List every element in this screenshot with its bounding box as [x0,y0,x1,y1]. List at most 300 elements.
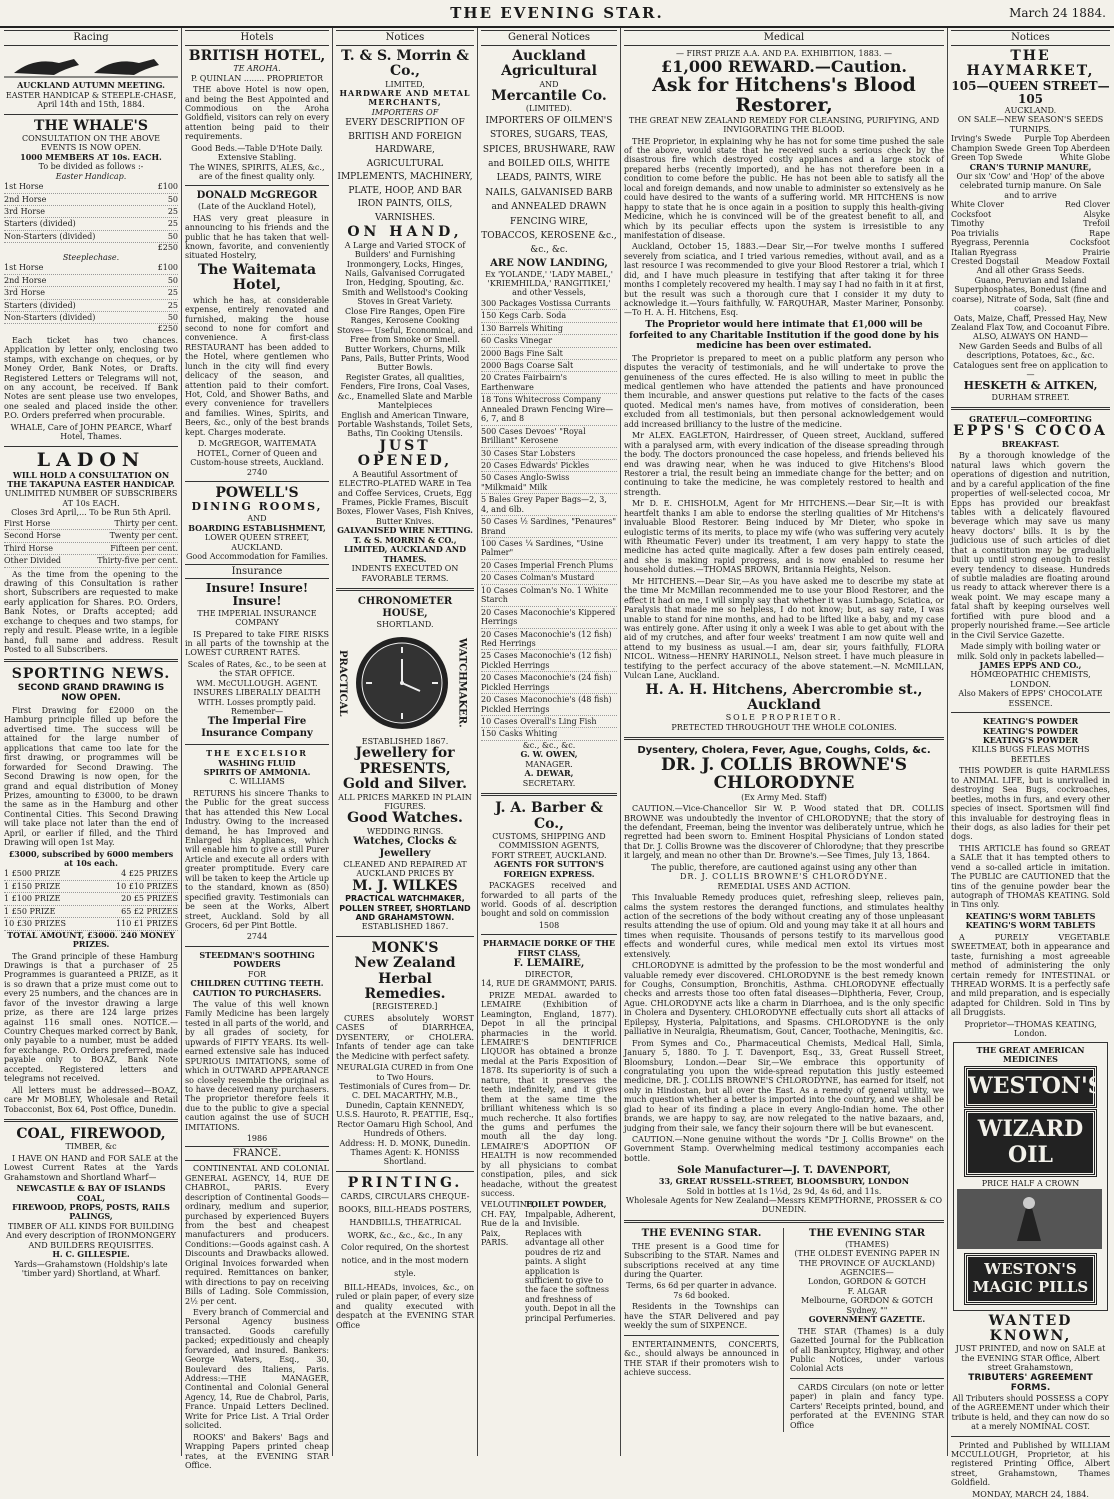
coal-list: NEWCASTLE & BAY OF ISLANDS COAL, [16,1183,166,1203]
star-thames [790,1228,944,1432]
rooks-text: ROOKS' and Bakers' Bags and Wrapping Papers printed cheap rates, at the EVENING STAR Office. [185,1432,329,1470]
column-rule [620,28,621,1456]
imperial-title: The Imperial Fire Insurance Company [201,716,313,740]
monk-testimonials: Testimonials of Cures from— Dr. C. DEL MACARTHY, M.B., Dunedin, Captain KENNEDY, U.S.S. Hauroto, R. PEATTIE, Esq., Rector Oamaru High School, And Hundreds of Others. [336,1081,474,1139]
notices-column [336,28,474,1456]
easter-prize-row-cell: 1st Horse [4,182,44,192]
hitchens-text-4: Mr ALEX. EAGLETON, Hairdresser, of Queen street, Auckland, suffered with a paralysed arm, with every indication of the disease spreading through the body. The doctors pronounced the case hopeless, and friends believed his end was drawing near, when he was induced to give Hitchens's Blood Restorer a trial, the result being an immediate change for the better; and on continuing to take the medicine, he was completely restored to health and strength. [624,431,944,497]
wilkes-subtitle: PRACTICAL WATCHMAKER, POLLEN STREET, SHORTLAND AND GRAHAMSTOWN. [339,894,471,923]
drawing-prize-row-cell: 20 £5 PRIZES [121,894,178,904]
sporting-news-title: SPORTING NEWS. [11,666,171,683]
excelsior-number: 2744 [246,932,268,942]
insurance-text: IS Prepared to take FIRE RISKS in all parts of the township at the LOWEST CURRENT RATES. [185,629,329,658]
ch-fay: CH. FAY, [481,1209,517,1219]
toilet-powder-block [481,1200,617,1323]
waitemata-number: 2740 [246,467,268,477]
steedman-caution: CAUTION TO PURCHASERS. [192,987,322,998]
easter-prize-row [4,218,178,230]
lemaire-address: 14, RUE DE GRAMMONT, PARIS. [481,979,617,989]
seeds-heading: ON SALE—NEW SEASON'S SEEDS [957,115,1104,125]
worm-text: A PURELY VEGETABLE SWEETMEAT, both in appearance and taste, furnishing a most agreeable method of administering the only certain remedy for INTESTINAL or THREAD WORMS. It is a perfectly safe and mild preparation, and is especially adapted for Children. Sold in Tins by all Druggists. [951,932,1110,1018]
amc-dewar: A. DEWAR, [524,768,574,779]
lemaire-text: PRIZE MEDAL awarded to LEMAIRE (Exhibition of Leamington, England, 1877). Depot in all the principal pharmacies in the world. LEMAIRE'S DENTIFRICE LIQUOR has obtained a bronze medal at the Paris Exposition of 1878. Its superiority is of such a nature, that it preserves the teeth indefinitely, and it gives them at the same time the brilliant whiteness which is so much recherche. It also fortifies the gums and perfumes the mouth all the day long. LEMAIRE'S ADOPTION OF HEALTH is now recommended by all physicians to combat constipation, piles, and sick headache, without the greatest success. [481,990,617,1198]
grass-row [951,248,1110,257]
amc-title-1: Auckland Agricultural [501,47,597,80]
hitchens-text-1: THE Proprietor, in explaining why he has not for some time pushed the sale of the above, would state that he received such a serious check by the disastrous fire which destroyed costly appliances and a large stock of prepared herbs (recently imported), and he has not therefore been in a condition to come before the public. He has not been able to satisfy all the local and foreign demands, and now unable to administer so extensively as he could have desired to the wants of a suffering world. MR HITCHENS is now happy to state that he is once again in a position to supply this health-giving Medicine, which he is convinced will be of the greatest benefit to all, and which by its peculiar effects upon the system is irresistible to any manifestation of disease. [624,136,944,240]
keating-powder-3: KEATING'S POWDER [982,735,1079,745]
easter-heading: Easter Handicap. [55,171,127,181]
column-rule [181,28,182,1456]
billheads-text: BILL-HEADs, invoices, &c., on ruled or plain paper, of every size and quality executed with despatch at the EVENING STAR Office [336,1282,474,1330]
collis-sold: Sold in bottles at 1s 1½d, 2s 9d, 4s 6d, and 11s. [686,1186,882,1196]
section-header-racing: Racing [4,30,178,46]
goods-item: 20 Cases Maconochie's Kippered Herrings [481,607,617,629]
drawing-prize-row-cell: 65 £2 PRIZES [121,906,178,916]
morrin-butter: Butter Workers, Churns, Milk Pans, Pails, Butter Prints, Wood Butter Bowls. [340,344,470,373]
star-terms: Terms, 6s 6d per quarter in advance. 7s 6d booked. [626,1281,777,1300]
keating-powder-1: KEATING'S POWDER [982,716,1079,727]
easter-prize-row [4,181,178,193]
insurance-remember: Remember— [230,707,284,717]
easter-prize-row [4,206,178,218]
british-hotel-wines: The WINES, SPIRITS, ALES, &c., are of the finest quality only. [189,162,325,181]
amc-landing: ARE NOW LANDING, [490,257,608,269]
goods-item: 10 Cases Overall's Ling Fish [481,716,617,728]
wizard-price: PRICE HALF A CROWN [981,1179,1080,1189]
racing-column [4,28,178,1456]
ladon-prize-row [4,555,178,567]
star-entertain: ENTERTAINMENTS, CONCERTS, &c., should always be announced in THE STAR if their promoters wish to achieve success. [624,1339,779,1377]
grass-row-cell: Rape [1089,228,1110,238]
goods-item: 20 Cases Colman's Mustard [481,572,617,584]
timber-title: TIMBER, &c [65,1142,117,1152]
goods-item: 5 Bales Grey Paper Bags—2, 3, 4, and 6lb. [481,494,617,516]
easter-total-row [4,243,178,252]
steeple-prize-list [4,262,178,324]
grass-row-cell: Red Clover [1065,200,1110,210]
drawing-prize-row [4,918,178,930]
haymarket-city: AUCKLAND. [1004,105,1057,115]
steeple-prize-row [4,262,178,274]
hitchens-first-prize: — FIRST PRIZE A.A. AND P.A. EXHIBITION, 1883. — [675,48,892,58]
star-algar: F. ALGAR [847,1286,887,1296]
star-melbourne: Melbourne, GORDON & GOTCH [801,1296,933,1306]
drawing-prize-row-cell: 1 £150 PRIZE [4,881,61,891]
morrin-tinware: English and American Tinware, Portable Washstands, Toilet Sets, Baths, Tin Cooking Utensils. [337,410,473,439]
wanted-title: WANTED KNOWN, [988,1312,1073,1344]
collis-staff: (Ex Army Med. Staff) [741,792,827,802]
star-notices [624,1228,944,1432]
easter-total: £250 [157,243,178,253]
easter-prize-list [4,181,178,243]
collis-address: 33, GREAT RUSSELL-STREET, BLOOMSBURY, LONDON [658,1176,910,1187]
whale-title: THE WHALE'S [34,117,148,134]
whale-members: 1000 MEMBERS AT 10s. EACH. [20,151,162,162]
morrin-importers: IMPORTERS OF [371,107,439,117]
seed-row-cell: Green Top Aberdeen [1026,143,1110,153]
drawing-prize-row-cell: 10 £30 PRIZES [4,919,66,929]
whale-divided: To be divided as follows :- [38,162,144,172]
gillespie-address: Yards—Grahamstown (Holdship's late 'timber yard) Shortland, at Wharf. [14,1259,168,1279]
drawing-prize-row-cell: 1 £500 PRIZE [4,869,61,879]
toilet-powder-title: TOILET POWDER, [525,1199,607,1210]
hitchens-proprietor: SOLE PROPRIETOR. [725,713,843,723]
collis-agents: Wholesale Agents for New Zealand—Messrs KEMPTHORNE, PROSSER & CO DUNEDIN. [625,1196,943,1215]
epps-also: Also Makers of EPPS' CHOCOLATE ESSENCE. [958,689,1103,708]
toilet-left [481,1200,536,1323]
steeple-prize-row-cell: 2nd Horse [4,275,47,285]
whale-address: WHALE, Care of JOHN PEARCE, Wharf Hotel, Thames. [10,422,172,442]
excelsior-text: RETURNS his sincere Thanks to the Public for the great success that has attended this New Local Industry. Owing to the increased demand, he has Improved and Enlarged his Appliances, which will enable him to give a still Purer Article and execute all orders with greater promptitude. Every care will be taken to keep the Article up to the standard, known as (850) specified gravity. Testimonials can be seen at the Works, Albert street, Auckland. Sold by all Grocers, 6d per Pint Bottle. [185,788,329,930]
british-hotel-stabling: Extensive Stabling. [217,153,297,163]
keating-powder-2: KEATING'S POWDER [982,725,1079,736]
pocket-watch-icon [352,633,452,733]
donald-subtitle: (Late of the Auckland Hotel), [197,202,317,212]
steeple-prize-row-cell: Starters (divided) [4,300,76,310]
haymarket-title: THE HAYMARKET, [966,47,1095,80]
ladon-prize-row-cell: Twenty per cent. [109,531,178,541]
timber-all: TIMBER OF ALL KINDS FOR BUILDING And every description of IRONMONGERY AND BUILDERS REQUISITES. [6,1221,176,1250]
steedman-number: 1986 [246,1134,268,1144]
morrin-stoves: Smith and Wellstood's Cooking Stoves in Great Variety. [342,287,468,307]
grass-row-cell: Timothy [951,219,985,229]
ladon-prize-row [4,518,178,530]
goods-item: 20 Cases Maconochie's (48 fish) Pickled Herrings [481,694,617,716]
meeting-event: EASTER HANDICAP & STEEPLE-CHASE, [5,90,177,100]
seed-row-cell: Champion Swede [951,143,1022,153]
grass-row [951,229,1110,238]
star-gazette-text: THE STAR (Thames) is a duly Gazetted Journal for the Publication of all Bankruptcy, Highway, and other Public Notices, under various Colonial Acts [790,1326,944,1374]
section-header-general: General Notices [481,30,617,46]
amc-goods-list [481,298,617,741]
manure-title: CRAN'S TURNIP MANURE, [969,161,1092,172]
amc-secretary: SECRETARY. [522,778,576,788]
star-text-2: Residents in the Townships can have the STAR Delivered and pay weekly the sum of SIXPENCE. [624,1302,779,1331]
hitchens-great: THE GREAT NEW ZEALAND REMEDY FOR CLEANSING, PURIFYING, AND INVIGORATING THE BLOOD. [628,115,940,135]
epps-title: EPPS'S COCOA [953,423,1108,440]
printing-title: PRINTING. [347,1174,463,1191]
steeple-prize-row-cell: 1st Horse [4,263,44,273]
goods-item: 300 Packages Vostissa Currants [481,298,617,310]
watch-illustration [336,633,474,733]
british-hotel-proprietor: P. QUINLAN ........ PROPRIETOR [190,73,324,83]
drawing-prize-row-cell: 1 £50 PRIZE [4,906,56,916]
amc-ex: Ex 'YOLANDE,' 'LADY MABEL,' 'KRIEMHILDA,' RANGITIKEI,' and other Vessels, [485,269,613,298]
barber-subtitle: CUSTOMS, SHIPPING AND COMMISSION AGENTS, [492,831,606,851]
grass-row [951,200,1110,209]
ladon-prize-row [4,543,178,555]
gillespie-name: H. C. GILLESPIE. [52,1249,130,1260]
williams-name: C. WILLIAMS [229,777,285,787]
general-notices-column [481,28,617,1456]
grass-seed-list [951,200,1110,266]
meeting-title: AUCKLAND AUTUMN MEETING. [17,80,165,91]
grass-row-cell: Cocksfoot [1069,238,1110,248]
seed-row-cell: Irving's Swede [951,134,1012,144]
paris: PARIS. [481,1238,509,1248]
grass-other: And all other Grass Seeds. [976,266,1085,276]
toilet-right [525,1200,617,1323]
hesketh-name: HESKETH & AITKEN, [963,378,1098,392]
morrin-signature: T. & S. MORRIN & CO., LIMITED, AUCKLAND AND THAMES. [343,534,467,564]
insurance-company: THE IMPERIAL INSURANCE COMPANY [197,608,317,628]
ladon-prize-row-cell: Second Horse [4,531,61,541]
grass-row-cell: Italian Ryegrass [951,247,1017,257]
easter-prize-row-cell: £100 [157,182,178,192]
cleaned-repaired: CLEANED AND REPAIRED AT AUCKLAND PRICES BY [343,859,467,879]
morrin-items: EVERY DESCRIPTION OF BRITISH AND FOREIGN HARDWARE, AGRICULTURAL IMPLEMENTS, MACHINERY, PLATE, HOOP, AND BAR IRON PAINTS, OILS, VARNISHES. [337,118,473,223]
washing-fluid: WASHING FLUID [218,757,296,768]
hitchens-text-6: Mr HITCHENS.—Dear Sir,—As you have asked me to describe my state at the time Mr McMillan recommended me to use your Blood Restorer, and the effect it had on me, I will simply say that whether it was Lumbago, Sciatica, or Paralysis that made me so helpless, I do not know; but, as say rate, I was unable to stand for nine months, and had to be lifted like a baby, and my case was entirely gone. After using it only a week I was able to get about with the aid of my crutches, and after four weeks' treatment I am now quite well and attend to my business as usual.—I am, dear sir, yours faithfully, FLORA NICOL. Witness—HENRY HARINOLL, Nelson street. I have much pleasure in testifying to the perfect accuracy of the above statement.—N. McMILLAN, Vulcan Lane, Auckland. [624,576,944,681]
guano-text: Guano, Peruvian and Island Superphosphates, Bonedust (fine and coarse), Nitrate of Soda, Salt (fine and coarse). [952,275,1109,314]
seed-row [951,134,1110,143]
steeple-prize-row [4,275,178,287]
goods-item: 2000 Bags Coarse Salt [481,360,617,372]
monk-address: Address: H. D. MONK, Dunedin. [339,1138,471,1148]
worm-tablets-2: KEATING'S WORM TABLETS [965,920,1096,931]
morrin-stock: A Large and Varied STOCK of Builders' and Furnishing Ironmongery, Locks, Hinges, Nails, Galvanised Corrugated Iron, Hedging, Spouting, &c. [344,240,466,288]
drawing-prize-row-cell: 10 £10 PRIZES [116,881,178,891]
monk-registered: [REGISTERED.] [372,1002,438,1012]
drawing-prize-row [4,906,178,918]
chrono-established: ESTABLISHED 1867. [361,736,449,746]
hotels-column [185,28,329,1470]
grass-row [951,219,1110,228]
tributers-text: All Tributers should POSSESS a COPY of the AGREEMENT under which their tribute is held, and they can now do so at a merely NOMINAL COST. [951,1393,1110,1432]
printing-items: CARDS, CIRCULARS CHEQUE-BOOKS, BILL-HEADS POSTERS, HANDBILLS, THEATRICAL WORK, &c., &c., &c., In any Color required, On the shortest notice, and in the most modern style. [338,1192,472,1279]
hitchens-text-3: The Proprietor is prepared to meet on a public platform any person who disputes the veracity of testimonials, and he will undertake to prove the genuineness of the cures effected. He is also willing to meet in public the medical gentlemen who have attended the patients and have pronounced them incurable, and answer questions put relative to the facts of the cases quoted. Medical men's names have, from motives of consideration, been excluded from all testimonials, but then personal acknowledgement would add increased brilliancy to the lustre of the medicine. [624,353,944,429]
drawing-prize-row-cell: 110 £1 PRIZES [116,919,178,929]
seed-row-cell: Green Top Swede [951,153,1023,163]
seed-row [951,144,1110,153]
keating-kills: KILLS BUGS FLEAS MOTHS BEETLES [971,745,1090,764]
haymarket-address: 105—QUEEN STREET—105 [951,78,1110,106]
hitchens-signature: H. A. H. Hitchens, Abercrombie st., Auckland [645,681,923,713]
ladon-prize-row-cell: Thirty per cent. [114,518,178,528]
amc-limited: (LIMITED). [525,104,573,114]
section-header-notices: Notices [336,30,474,46]
goods-item: 20 Cases Maconochie's (12 fish) Red Herrings [481,629,617,651]
easter-prize-row [4,194,178,206]
collis-public: The public, therefore, are cautioned against using any other than [651,862,917,872]
drawing-prize-row [4,893,178,905]
all-prices: ALL PRICES MARKED IN PLAIN FIGURES. [338,792,472,812]
ladon-prize-list [4,518,178,568]
section-header-medical: Medical [624,30,944,46]
masthead [0,0,1114,28]
whale-text: Each ticket has two chances. Application by letter only, enclosing two stamps, with exchange on cheques, or by Money Order, Bank Notes, or Drafts. Registered Letters or Telegrams will not, on any account, be received. If Bank Notes are sent please use two envelopes, one sealed and placed inside the other. P.O. Orders preferred when procurable. [4,335,178,421]
seed-row-cell: Purple Top Aberdeen [1024,134,1110,144]
insure-title: Insure! Insure! Insure! [205,581,309,609]
second-drawing-text-2: The Grand principle of these Hamburg Drawings is that a purchaser of 25 Programmes is guaranteed a PRIZE, as it is so drawn that a prize must come out to every 25 numbers, and the chances are in favor of the investor drawing a large prize, as there are 124 large prizes against 116 small ones. NOTICE.—Country Cheques marked correct by Bank, only payable to a number, must be added for exchange. P.O. Orders preferred, made payable only to BOAZ, Bank Note accepted. Registered letters and telegrams not received. [4,951,178,1084]
collis-title: DR. J. COLLIS BROWNE'S CHLORODYNE [660,755,908,793]
lemaire-director: DIRECTOR, [524,969,574,979]
manure-subtitle: Our six 'Cow' and 'Hop' of the above celebrated turnip manure. On Sale and to arrive [956,172,1105,200]
ladon-subtitle: WILL HOLD A CONSULTATION ON THE TAKAPUNA EASTER HANDICAP. [7,469,175,489]
steeple-prize-row [4,300,178,312]
donald-title: DONALD McGREGOR [196,190,318,202]
steeple-prize-row-cell: 25 [167,288,178,298]
grass-row [951,210,1110,219]
goods-item: 500 Cases Devoes' "Royal Brilliant" Kerosene [481,426,617,448]
hitchens-text-5: Mr D. E. CHISHOLM, Agent for Mr HITCHENS.—Dear Sir,—It is with heartfelt thanks I am able to endorse the sterling qualities of Mr Hitchens's invaluable Blood Restorer. Being induced by Mr Dieter, who spoke in eulogistic terms of its merits, to place my wife (who was suffering very acutely with Rheumatic Fever) under its treatment, I am very happy to state the medicine has acted quite magically. After a few doses pain entirely ceased, and she is making rapid progress, and is now enabled to resume her household duties.—THOMAS BROWN, Britannia Heights, Nelson. [624,499,944,575]
ladon-prize-row-cell: Thirty-five per cent. [97,556,178,566]
steeple-prize-row-cell: Non-Starters (divided) [4,312,96,322]
grass-row-cell: Crested Dogstail [951,256,1019,266]
notices2-column [951,28,1110,1499]
column-rule [477,28,478,1456]
grateful-comforting: GRATEFUL—COMFORTING [969,414,1092,425]
firewood-list: FIREWOOD, PROPS, POSTS, RAILS PALINGS, [12,1202,170,1222]
seed-list [951,134,1110,162]
grass-row-cell: Ryegrass, Perennia [951,238,1030,248]
lemaire-name: F. LEMAIRE, [513,958,585,970]
steeple-prize-row-cell: 25 [167,300,178,310]
steeple-prize-row-cell: 50 [167,275,178,285]
medical-column [624,28,944,1456]
star-auckland [624,1228,784,1432]
collis-sole: Sole Manufacturer—J. T. DAVENPORT, [677,1165,891,1177]
watchmaker-label: WATCHMAKER. [456,638,468,728]
steeple-heading: Steeplechase. [62,252,120,262]
drawing-prize-row [4,868,178,880]
insurance-liberal: INSURES LIBERALLY DEALTH WITH. Losses promptly paid. [193,688,321,707]
ladon-prize-row [4,530,178,542]
easter-prize-row [4,231,178,243]
grass-row-cell: Prairie [1082,247,1110,257]
barber-address: FORT STREET, AUCKLAND. [491,850,607,860]
easter-prize-row-cell: 25 [167,207,178,216]
monk-neuralgia: NEURALGIA CURED in from One to Two Hours. [336,1063,474,1082]
tributers-title: TRIBUTERS' AGREEMENT FORMS. [968,1372,1093,1394]
drawing-prize-row [4,881,178,893]
lemaire-title: PHARMACIE DORKE OF THE FIRST CLASS, [483,938,615,958]
morrin-limited: LIMITED, [385,79,425,89]
steeple-total: £250 [157,324,178,334]
monk-title: MONK'S [371,939,439,956]
collis-text-1: This Invaluable Remedy produces quiet, refreshing sleep, relieves pain, calms the system restores the deranged functions, and stimulates healthy action of the secretions of the body without creating any of those unpleasant results attending the use of opium. Old and young may take it at all hours and times when requisite. Thousands of persons testify to its marvellous good effects and wonderful cures, while medical men extol its virtues most extensively. [624,893,944,959]
steedman-subtitle: CHILDREN CUTTING TEETH. [190,978,324,989]
goods-item: 30 Cases Star Lobsters [481,448,617,460]
column-rule [332,28,333,1456]
ladon-unlimited: UNLIMITED NUMBER OF SUBSCRIBERS AT 10s EACH. [4,489,178,508]
coal-title: COAL, FIREWOOD, [16,1125,166,1142]
section-header-notices2: Notices [951,30,1110,46]
drawing-prize-row-cell: 1 £100 PRIZE [4,894,61,904]
star-cards: CARDS Circulars (on note or letter paper) in plain and fancy type. Carters' Receipts printed, bound, and perforated at the EVENING STAR Office [790,1382,944,1430]
monk-subtitle: New Zealand Herbal Remedies. [354,955,456,1003]
waitemata-title: The Waitemata Hotel, [197,261,317,294]
insurance-scales: Scales of Rates, &c., to be seen at the STAR OFFICE. [187,659,327,679]
second-drawing-title: SECOND GRAND DRAWING IS NOW OPEN. [17,682,165,704]
ladon-prize-row-cell: First Horse [4,518,51,528]
hitchens-patented: PRETECTED THROUGHOUT THE WHOLE COLONIES. [671,722,897,732]
imprint-date: MONDAY, MARCH 24, 1884. [972,1489,1089,1499]
steedman-title: STEEDMAN'S SOOTHING POWDERS [199,949,315,970]
ladon-prize-row-cell: Fifteen per cent. [110,543,178,553]
grass-row-cell: Cocksfoot [951,209,992,219]
powell-accommodation: Good Accommodation for Families. [186,552,328,562]
hitchens-text-2: Auckland, October 15, 1883.—Dear Sir,—For twelve months I suffered severely from sciatica, and I tried various remedies, without avail, and as a last resource I was recommended to give your Blood Restorer a trial, which I did, and I have much pleasure in testifying that after taking it for three months I completely recovered my health. I may say I had no faith in it at first, but the result was such a thorough cure that I consider it my duty to acknowledge it.—Yours faithfully, W. FARQUHAR, Master Mariner, Ponsonby.—To H. A. H. Hitchens, Esq. [624,242,944,318]
easter-prize-row-cell: 2nd Horse [4,194,47,204]
easter-prize-row-cell: 50 [167,194,178,204]
prize-total: TOTAL AMOUNT, £3000. 240 MONEY PRIZES. [7,929,175,950]
magic-pills-label: WESTON'S MAGIC PILLS [965,1254,1096,1303]
hitchens-ask: Ask for Hitchens's Blood Restorer, [652,73,916,116]
ladon-prize-row-cell: Other Divided [4,556,62,566]
racing-horses-icon [4,49,178,79]
goods-item: 18 Tons Whitecross Company Annealed Drawn Fencing Wire—6, 7, and 8 [481,394,617,425]
powell-subtitle: BOARDING ESTABLISHMENT, [188,522,326,533]
wizard-oil-label: WIZARD OIL [965,1110,1096,1176]
powell-title: POWELL'S [215,484,299,501]
powell-address: LOWER QUEEN STREET, AUCKLAND. [204,533,310,552]
morrin-just-opened: JUST OPENED, [357,437,453,470]
morrin-grates: Register Grates, all qualities, Fenders, Fire Irons, Coal Vases, &c., Enamelled Slate and Marble Mantelpieces [337,372,473,411]
column-rule [947,28,948,1456]
easter-prize-row-cell: 3rd Horse [4,207,46,216]
steeple-prize-row-cell: 3rd Horse [4,288,46,298]
imprint-text: Printed and Published by WILLIAM MCCULLOUGH, Proprietor, at his registered Printing Office, Albert street, Grahamstown, Thames Goldfield. [951,1440,1110,1488]
newspaper-title: THE EVENING STAR. [450,4,664,22]
waitemata-text: which he has, at considerable expense, entirely renovated and furnished, making the house second to none for comfort and convenience. A first-class RESTAURANT has been added to the Hotel, where gentlemen who lunch in the city will find every delicacy of the season, and attention paid to their comfort. Hot, Cold, and Shower Baths, and every convenience for travellers and families. Wines, Spirits, and Beers, &c., only of the best brands kept. Charges moderate. [185,295,329,437]
meeting-dates: April 14th and 15th, 1884. [37,100,145,110]
barber-number: 1508 [538,920,560,930]
powell-and: AND [247,514,267,524]
westons-label: WESTON'S [965,1067,1096,1107]
section-header-hotels: Hotels [185,30,329,46]
amc-title-2: Mercantile Co. [491,88,607,105]
practical-label: PRACTICAL [336,649,348,717]
barber-title: J. A. Barber & Co., [495,800,603,832]
epps-made: Made simply with boiling water or milk. Sold only in packets labelled— [957,642,1104,661]
goods-item: 25 Cases Maconochie's (12 fish) Pickled Herrings [481,650,617,672]
france-text-2: Every branch of Commercial and Personal Agency business transacted. Goods carefully packed; expeditiously and cheaply forwarded, and insured. Bankers: George Waters, Esq., 30, Boulevard des Italiens, Paris. Address:—THE MANAGER, Continental and Colonial General Agency, 14, Rue de Chabrol, Paris, France. Unpaid Letters Declined. Write for Price List. A Trial Order solicited. [185,1307,329,1431]
keating-text: THIS POWDER is quite HARMLESS to ANIMAL LIFE, but is unrivalled in destroying Sea Bugs, cockroaches, beetles, moths in furs, and every other species of insect. Sportsmen will find this invaluable for destroying fleas in their dogs, as also ladies for their pet dogs. [951,766,1110,842]
coal-text: I HAVE ON HAND and FOR SALE at the Lowest Current Rates at the Yards Grahamstown and Shortland Wharf— [4,1153,178,1182]
goods-item: 130 Barrels Whiting [481,323,617,335]
wilkes-name: M. J. WILKES [352,877,458,894]
goods-item: 150 Casks Whiting [481,728,617,740]
easter-prize-row-cell: 50 [167,231,178,241]
goods-item: 50 Cases ½ Sardines, "Penaures" Brand [481,516,617,538]
wilkes-established: ESTABLISHED 1867. [361,922,449,932]
wanted-text: JUST PRINTED, and now on SALE at the EVENING STAR Office, Albert street Grahamstown, [955,1344,1106,1373]
spirits-ammonia: SPIRITS OF AMMONIA. [203,766,311,777]
second-drawing-prize: £3000, subscribed by 6000 members at 10s each. [8,848,174,869]
worm-tablets-1: KEATING'S WORM TABLETS [965,910,1096,921]
section-header-insurance: Insurance [185,564,329,580]
grass-row-cell: White Clover [951,200,1004,210]
collis-dr: DR. J. COLLIS BROWNE'S CHLORODYNE. [679,872,889,882]
collis-caution-2: CAUTION.—None genuine without the words "Dr J. Collis Browne" on the Government Stamp. Overwhelming medical testimony accompanies each bottle. [624,1135,944,1163]
durham-street: DURHAM STREET. [991,392,1070,402]
second-drawing-text: First Drawing for £2000 on the Hamburg principle filled up before the advertised time. The success will be attained for the large number of applications that came too late for the first drawing, or programmes will be forwarded for Second Drawing. The Second Drawing is now open, for the grand and equal distribution of Money Prizes, amounting to £3000, to be drawn the same as in the Hamburg and other Continental Cities. This Second Drawing will take place not later than the end of April, or earlier if filled, and the Third Drawing will open 1st May. [4,706,178,848]
collis-heading: Dysentery, Cholera, Fever, Ague, Coughs, Colds, &c. [637,745,931,757]
monk-agent: Thames Agent: K. HONISS Shortland. [350,1148,460,1167]
morrin-indents: INDENTS EXECUTED ON FAVORABLE TERMS. [351,564,459,583]
morrin-electro: A Beautiful Assortment of ELECTRO-PLATED WARE in Tea and Coffee Services, Cruets, Egg Frames, Pickle Frames, Biscuit Boxes, Flower Vases, Fish Knives, Butter Knives. [336,469,474,526]
steeple-prize-row [4,287,178,299]
wedding-rings: WEDDING RINGS. [366,826,444,836]
british-hotel-title: BRITISH HOTEL, [188,47,326,64]
section-header-france: FRANCE. [185,1146,329,1162]
grass-row [951,238,1110,247]
morrin-hardware: HARDWARE AND METAL MERCHANTS, [339,88,471,108]
oats-text: Oats, Maize, Chaff, Pressed Hay, New Zealand Flax Tow, and Cocoanut Fibre. [951,313,1110,333]
steeple-prize-row-cell: 50 [167,312,178,322]
wizard-illustration-icon [957,1189,1102,1249]
